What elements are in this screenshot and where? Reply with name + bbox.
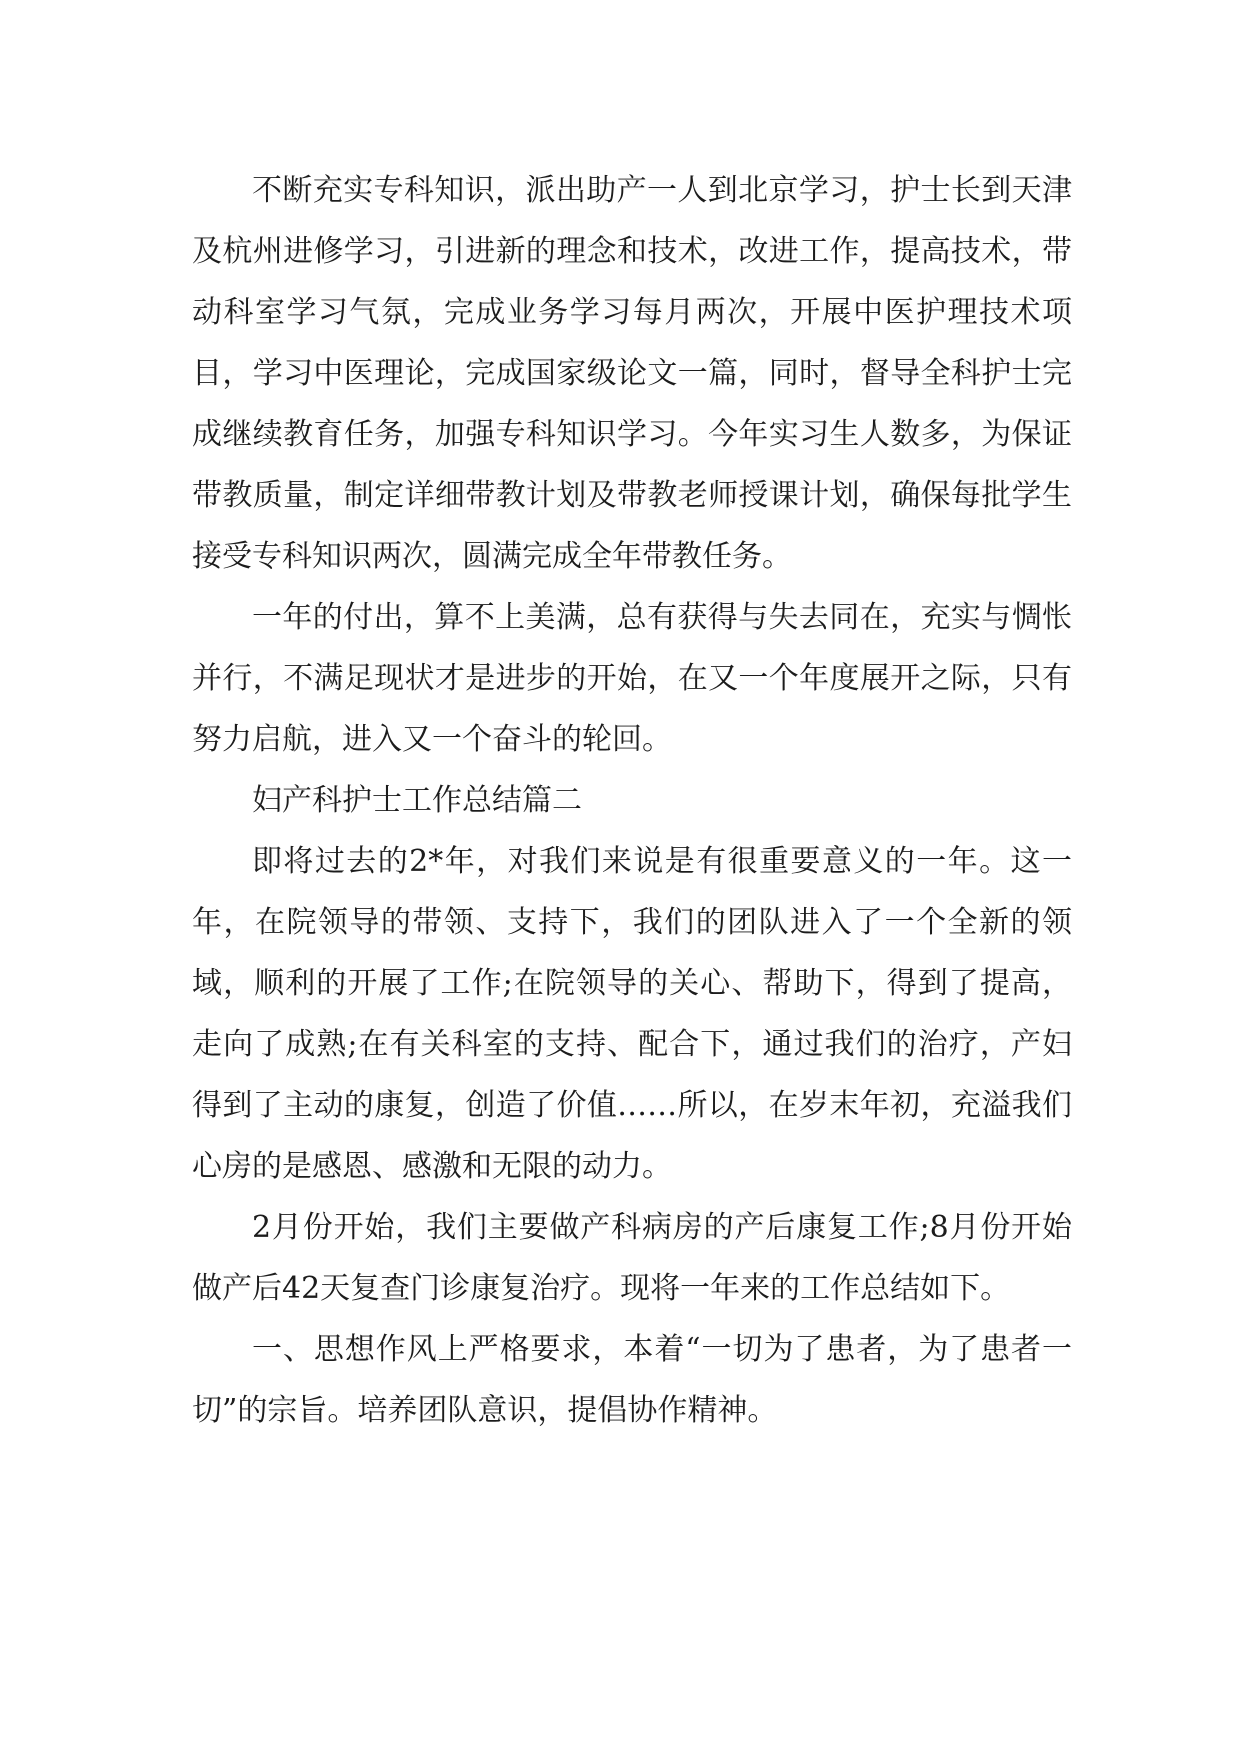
paragraph-year-significance: 即将过去的2*年，对我们来说是有很重要意义的一年。这一年，在院领导的带领、支持下，我们的团队进入了一个全新的领域，顺利的开展了工作;在院领导的关心、帮助下，得到了提高，走向了成熟;在有关科室的支持、配合下，通过我们的治疗，产妇得到了主动的康复，创造了价值……所以，在岁末年初，充溢我们心房的是感恩、感激和无限的动力。: [192, 844, 1072, 1184]
paragraph-work-start: 2月份开始，我们主要做产科病房的产后康复工作;8月份开始做产后42天复查门诊康复治疗。现将一年来的工作总结如下。: [192, 1210, 1072, 1306]
document-body: [192, 160, 1072, 1441]
paragraph-specialty-knowledge: 不断充实专科知识，派出助产一人到北京学习，护士长到天津及杭州进修学习，引进新的理念和技术，改进工作，提高技术，带动科室学习气氛，完成业务学习每月两次，开展中医护理技术项目，学习中医理论，完成国家级论文一篇，同时，督导全科护士完成继续教育任务，加强专科知识学习。今年实习生人数多，为保证带教质量，制定详细带教计划及带教老师授课计划，确保每批学生接受专科知识两次，圆满完成全年带教任务。: [192, 173, 1072, 574]
paragraph-thought-style: 一、思想作风上严格要求，本着“一切为了患者，为了患者一切”的宗旨。培养团队意识，提倡协作精神。: [192, 1332, 1072, 1428]
paragraph-year-reflection: 一年的付出，算不上美满，总有获得与失去同在，充实与惆怅并行，不满足现状才是进步的开始，在又一个年度展开之际，只有努力启航，进入又一个奋斗的轮回。: [192, 600, 1072, 757]
section-heading: 妇产科护士工作总结篇二: [252, 783, 582, 818]
